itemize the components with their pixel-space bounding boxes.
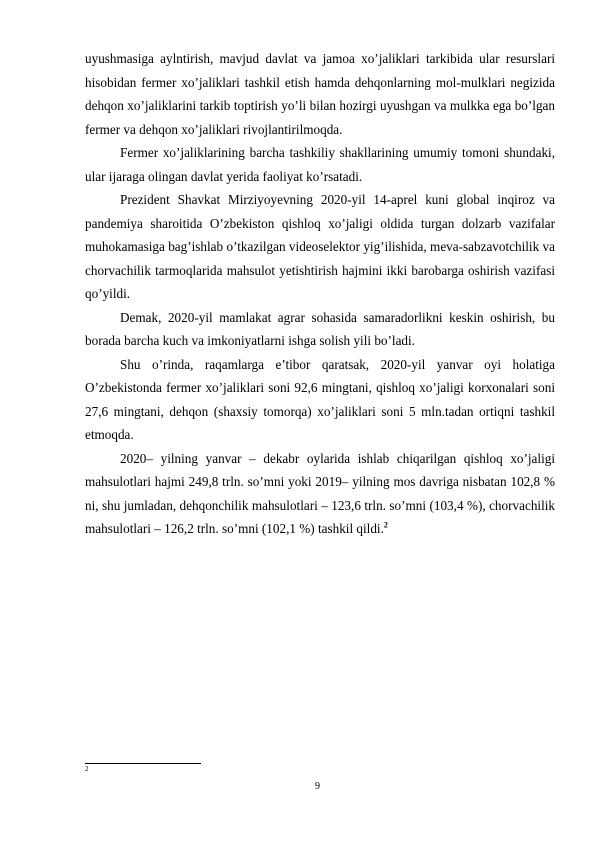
footnote [85,765,89,774]
paragraph-6-text: 2020– yilning yanvar – dekabr oylarida ishlab chiqarilgan qishloq xo’jaligi mahsulotlari hajmi 249,8 trln. so’mni yoki 2019– yilning mos davriga nisbatan 102,8 % ni, shu jumladan, dehqonchilik mahsulotlari – 123,6 trln. so’mni (103,4 %), chorvachilik mahsulotlari – 126,2 trln. so’mni (102,1 %) tashkil qildi. [85,450,555,536]
paragraph-6 [85,447,555,541]
paragraph-1: uyushmasiga aylntirish, mavjud davlat va jamoa xo’jaliklari tarkibida ular resurslari hisobidan fermer xo’jaliklari tashkil etish hamda dehqonlarning mol-mulklari negizida dehqon xo’jaliklarini tarkib toptirish yo’li bilan hozirgi uyushgan va mulkka ega bo’lgan fermer va dehqon xo’jaliklari rivojlantirilmoqda. [85,51,555,137]
footnote-reference[interactable]: 2 [383,520,388,530]
paragraph-3: Prezident Shavkat Mirziyoyevning 2020-yil 14-aprel kuni global inqiroz va pandemiya sharoitida O’zbekiston qishloq xo’jaligi oldida turgan dolzarb vazifalar muhokamasiga bag’ishlab o’tkazilgan videoselektor yig’ilishida, meva-sabzavotchilik va chorvachilik tarmoqlarida mahsulot yetishtirish hajmini ikki barobarga oshirish vazifasi qo’yildi. [85,192,555,301]
paragraph-5: Shu o’rinda, raqamlarga e’tibor qaratsak, 2020-yil yanvar oyi holatiga O’zbekistonda fermer xo’jaliklari soni 92,6 mingtani, qishloq xo’jaligi korxonalari soni 27,6 mingtani, dehqon (shaxsiy tomorqa) xo’jaliklari soni 5 mln.tadan ortiqni tashkil etmoqda. [85,356,555,442]
footnote-marker: 2 [85,765,89,773]
footnote-divider [85,763,201,764]
page-number: 9 [315,781,320,792]
paragraph-2: Fermer xo’jaliklarining barcha tashkiliy shakllarining umumiy tomoni shundaki, ular ijaraga olingan davlat yerida faoliyat ko’rsatadi. [85,145,555,184]
paragraph-4: Demak, 2020-yil mamlakat agrar sohasida samaradorlikni keskin oshirish, bu borada barcha kuch va imkoniyatlarni ishga solish yili bo’ladi. [85,309,555,348]
page-body [85,47,555,541]
